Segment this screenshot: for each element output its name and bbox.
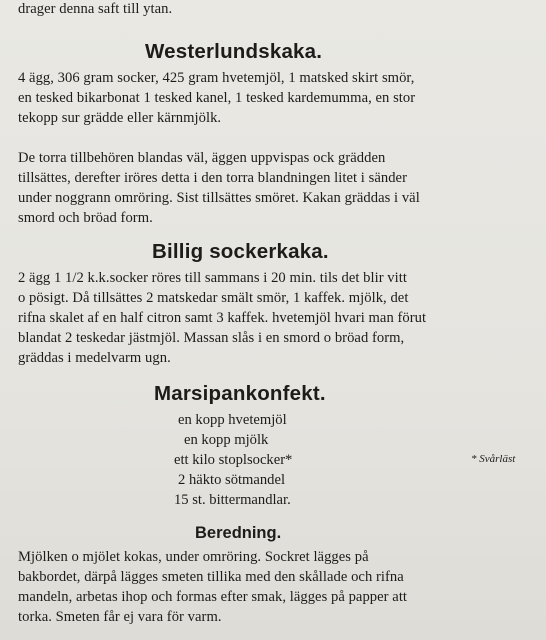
method-line: torka. Smeten får ej vara för varm.: [18, 609, 222, 625]
ingredient-item: ett kilo stoplsocker*: [174, 452, 293, 468]
recipe-line: 2 ägg 1 1/2 k.k.socker röres till sammans i 20 min. tils det blir vitt: [18, 270, 407, 286]
method-line: smord och bröad form.: [18, 210, 153, 226]
recipe-title-westerlundskaka: Westerlundskaka.: [145, 40, 323, 63]
ingredients-line: 4 ägg, 306 gram socker, 425 gram hvetemjöl, 1 matsked skirt smör,: [18, 70, 415, 86]
method-line: mandeln, arbetas ihop och formas efter smak, lägges på papper att: [18, 589, 408, 605]
method-line: De torra tillbehören blandas väl, äggen uppvispas ock grädden: [18, 150, 386, 166]
subheading-beredning: Beredning.: [195, 524, 282, 542]
method-line: bakbordet, därpå lägges smeten tillika med den skållade och rifna: [18, 569, 404, 585]
recipe-line: o pösigt. Då tillsättes 2 matskedar smält smör, 1 kaffek. mjölk, det: [18, 290, 409, 306]
ingredient-item: en kopp hvetemjöl: [178, 412, 287, 428]
ingredients-line: en tesked bikarbonat 1 tesked kanel, 1 tesked kardemumma, en stor: [18, 90, 416, 106]
method-line: tillsättes, derefter iröres detta i den torra blandningen litet i sänder: [18, 170, 407, 186]
margin-note: * Svårläst: [471, 453, 516, 465]
recipe-line: rifna skalet af en half citron samt 3 kaffek. hvetemjöl hvari man förut: [18, 310, 427, 326]
ingredient-item: en kopp mjölk: [184, 432, 269, 448]
recipe-line: blandat 2 teskedar jästmjöl. Massan slås i en smord o bröad form,: [18, 330, 405, 346]
ingredient-item: 15 st. bittermandlar.: [174, 492, 291, 508]
continued-text-fragment: drager denna saft till ytan.: [18, 1, 173, 17]
recipe-title-billig-sockerkaka: Billig sockerkaka.: [152, 240, 329, 263]
ingredients-line: tekopp sur grädde eller kärnmjölk.: [18, 110, 222, 126]
ingredient-item: 2 häkto sötmandel: [178, 472, 286, 488]
recipe-line: gräddas i medelvarm ugn.: [18, 350, 171, 366]
method-line: under noggrann omröring. Sist tillsättes smöret. Kakan gräddas i väl: [18, 190, 420, 206]
recipe-title-marsipankonfekt: Marsipankonfekt.: [154, 382, 326, 405]
method-line: Mjölken o mjölet kokas, under omröring. Sockret lägges på: [18, 549, 369, 565]
